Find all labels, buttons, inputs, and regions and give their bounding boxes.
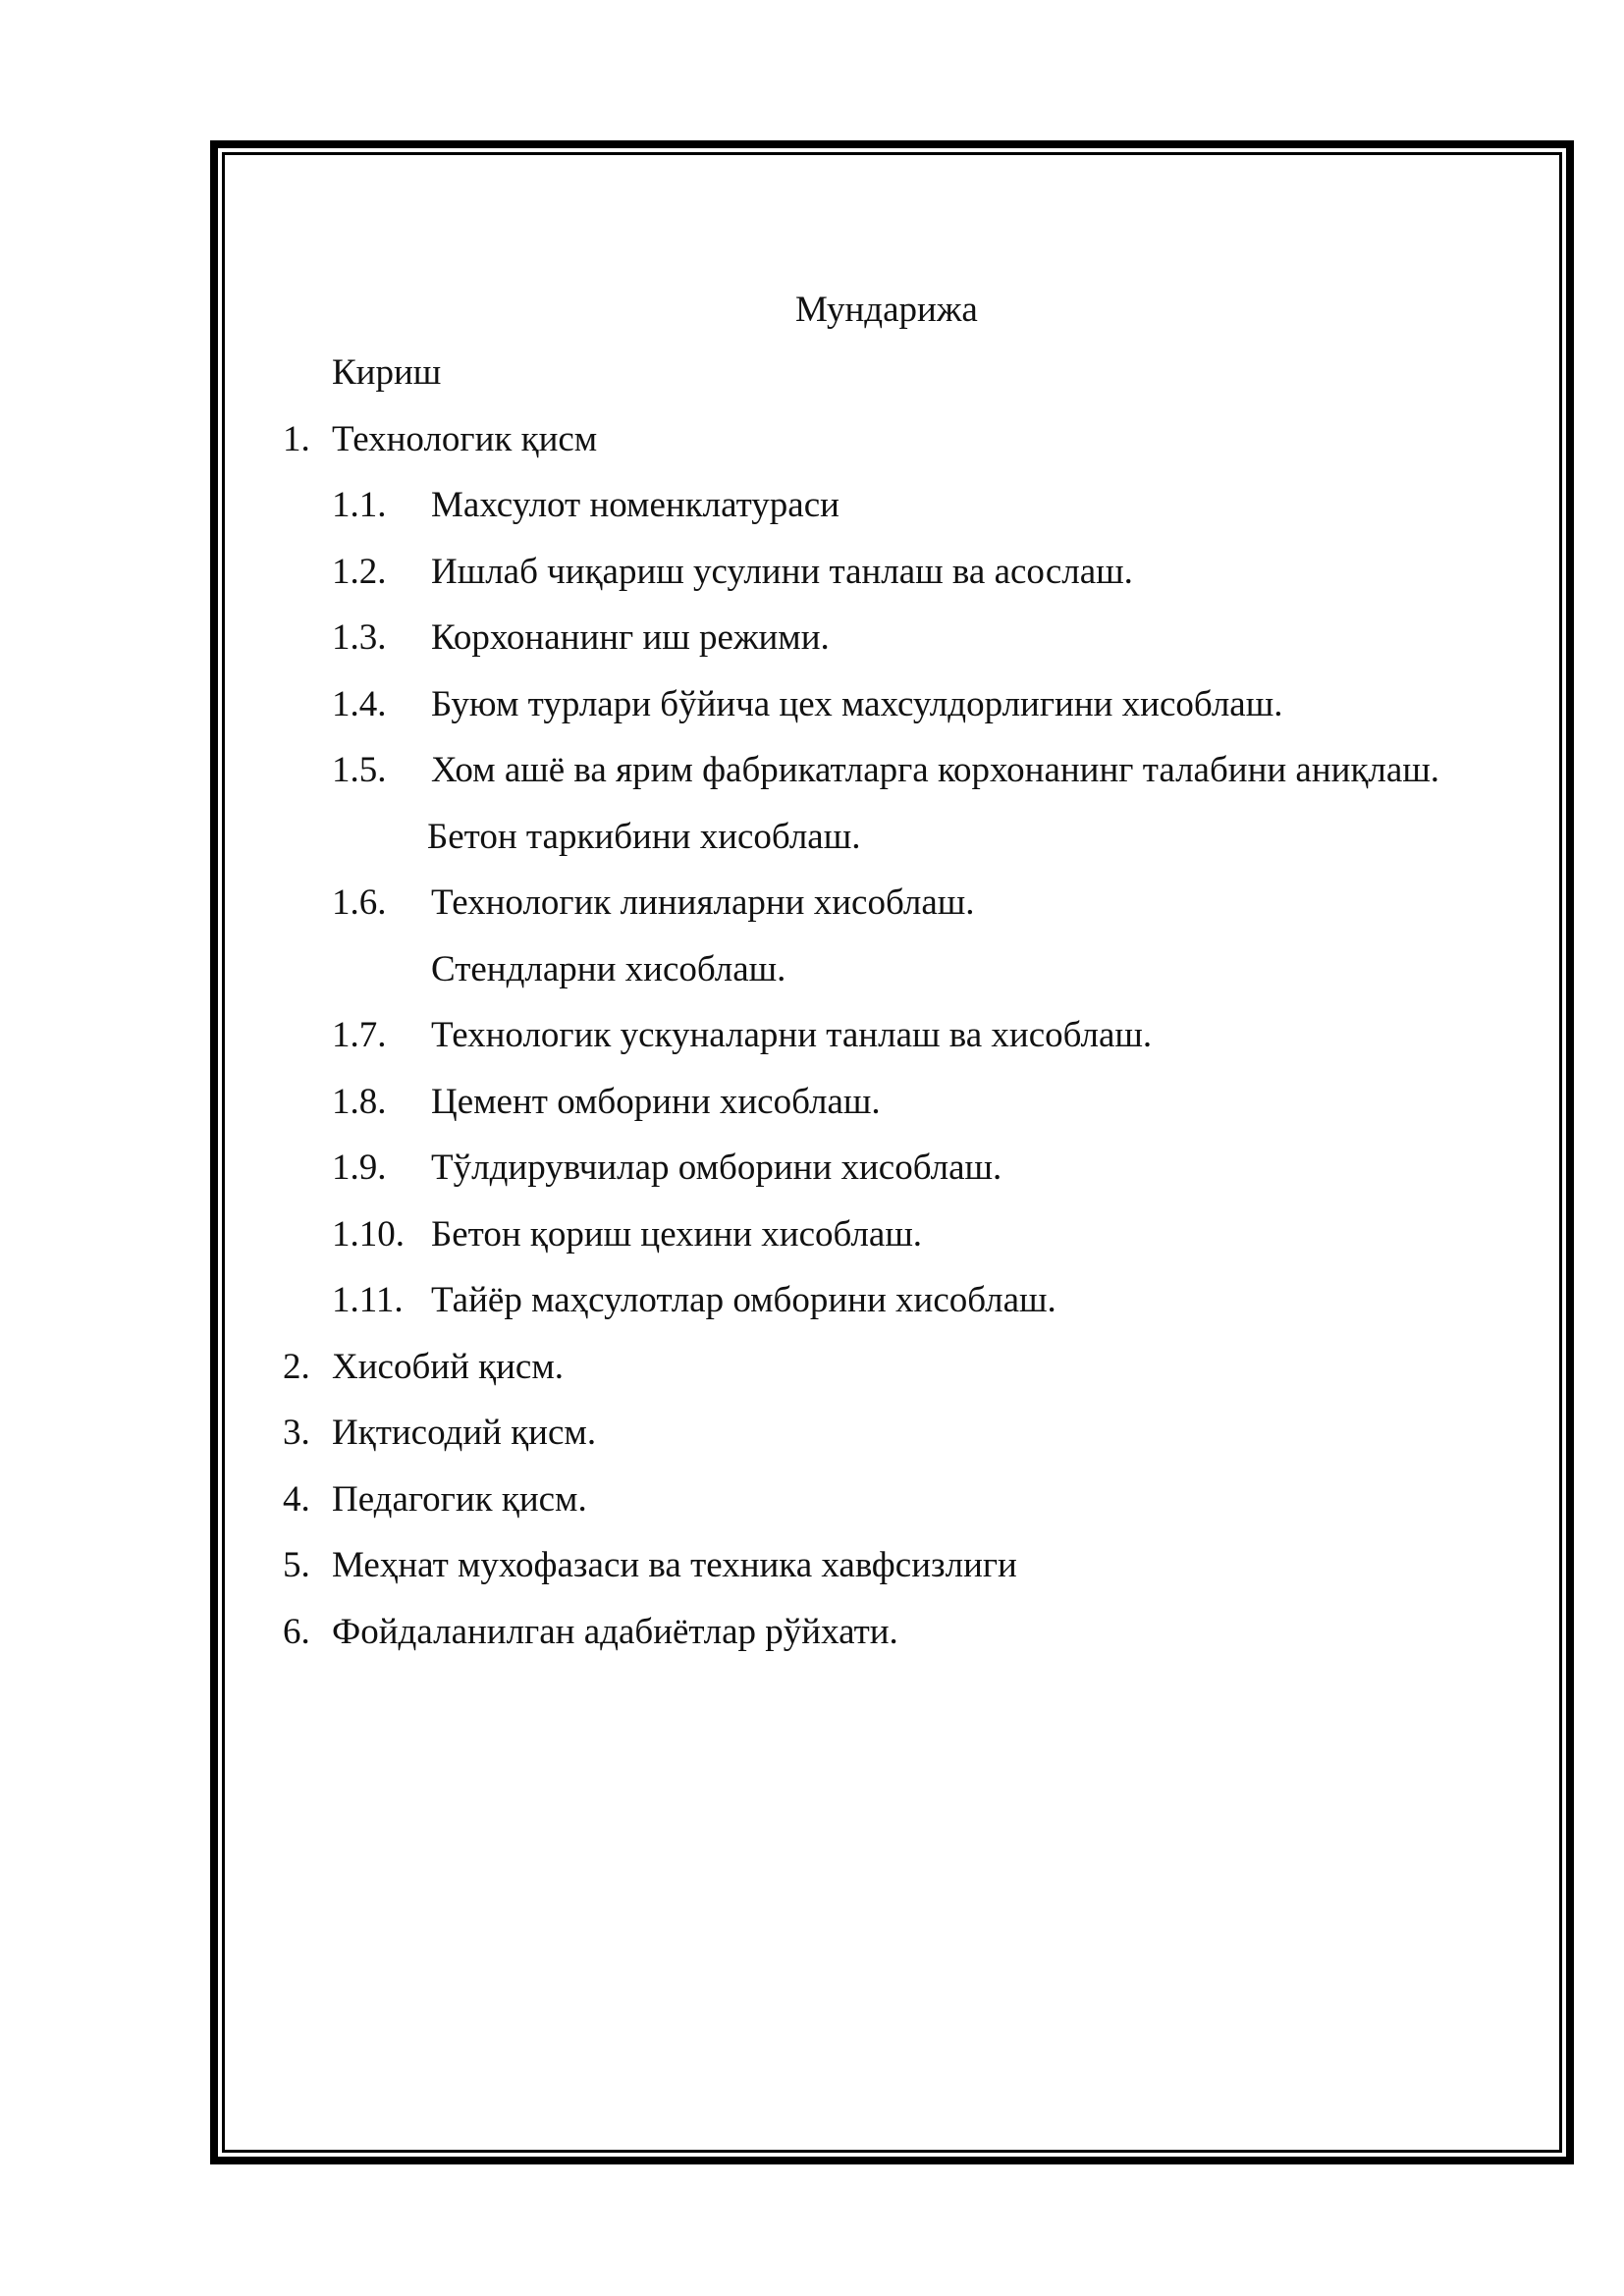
toc-number: 4. <box>283 1479 310 1520</box>
toc-number: 3. <box>283 1413 310 1453</box>
toc-text: Технологик қисм <box>332 419 598 459</box>
page-title: Мундарижа <box>795 290 978 330</box>
toc-text: Цемент омборини хисоблаш. <box>431 1082 881 1122</box>
toc-text: Иқтисодий қисм. <box>332 1413 597 1453</box>
toc-text: Буюм турлари бўйича цех махсулдорлигини хисоблаш. <box>431 684 1283 724</box>
table-of-contents: Мундарижа Кириш 1. Технологик қисм 1.1. Махсулот номенклатураси 1.2. Ишлаб чиқариш усулини танлаш ва асослаш. 1.3. Корхонанинг иш режими. 1.4. Буюм турлари бўйича цех махсулдорлигини хисоблаш. 1.5. Хом ашё ва ярим фабрикатларга корхонанинг талабини аниқлаш. Бетон таркибини хисоблаш. 1.6. Технологик линияларни хисоблаш. Стендларни хисоблаш. 1.7. Технологик ускуналарни танлаш ва хисоблаш. 1.8. Цемент омборини хисоблаш. 1.9. Тўлдирувчилар омборини хисоблаш. 1.10. Бетон қориш цехини хисоблаш. 1.11. Тайёр маҳсулотлар омборини хисоблаш. 2. Хисобий қисм. 3. Иқтисодий қисм. 4. Педагогик қисм. 5. Меҳнат мухофазаси ва техника хавфсизлиги 6. Фойдаланилган адабиётлар рўйхати. <box>283 290 1440 1652</box>
toc-number: 1.11. <box>332 1280 404 1320</box>
toc-number: 1.7. <box>332 1015 387 1055</box>
toc-text: Хисобий қисм. <box>332 1347 564 1387</box>
toc-text: Бетон қориш цехини хисоблаш. <box>431 1214 923 1255</box>
toc-number: 1.9. <box>332 1148 387 1188</box>
toc-number: 1.10. <box>332 1214 405 1255</box>
toc-number: 1.2. <box>332 552 387 592</box>
toc-text: Фойдаланилган адабиётлар рўйхати. <box>332 1612 898 1652</box>
toc-text: Технологик ускуналарни танлаш ва хисоблаш. <box>431 1015 1153 1055</box>
toc-text: Тайёр маҳсулотлар омборини хисоблаш. <box>431 1280 1056 1320</box>
toc-text: Махсулот номенклатураси <box>431 485 839 525</box>
toc-number: 1.4. <box>332 684 387 724</box>
toc-text: Стендларни хисоблаш. <box>431 949 786 989</box>
toc-text: Педагогик қисм. <box>332 1479 587 1520</box>
toc-text: Ишлаб чиқариш усулини танлаш ва асослаш. <box>431 552 1133 592</box>
toc-number: 1. <box>283 419 310 459</box>
toc-number: 1.1. <box>332 485 387 525</box>
toc-text: Хом ашё ва ярим фабрикатларга корхонанинг талабини аниқлаш. <box>431 750 1440 790</box>
toc-number: 1.5. <box>332 750 387 790</box>
toc-text: Технологик линияларни хисоблаш. <box>431 882 975 923</box>
toc-number: 1.6. <box>332 882 387 923</box>
toc-number: 2. <box>283 1347 310 1387</box>
toc-number: 6. <box>283 1612 310 1652</box>
toc-number: 1.3. <box>332 617 387 658</box>
toc-number: 1.8. <box>332 1082 387 1122</box>
toc-text: Тўлдирувчилар омборини хисоблаш. <box>431 1148 1002 1188</box>
toc-text: Корхонанинг иш режими. <box>431 617 830 658</box>
toc-text: Меҳнат мухофазаси ва техника хавфсизлиги <box>332 1545 1017 1585</box>
toc-number: 5. <box>283 1545 310 1585</box>
toc-text: Бетон таркибини хисоблаш. <box>427 817 861 857</box>
